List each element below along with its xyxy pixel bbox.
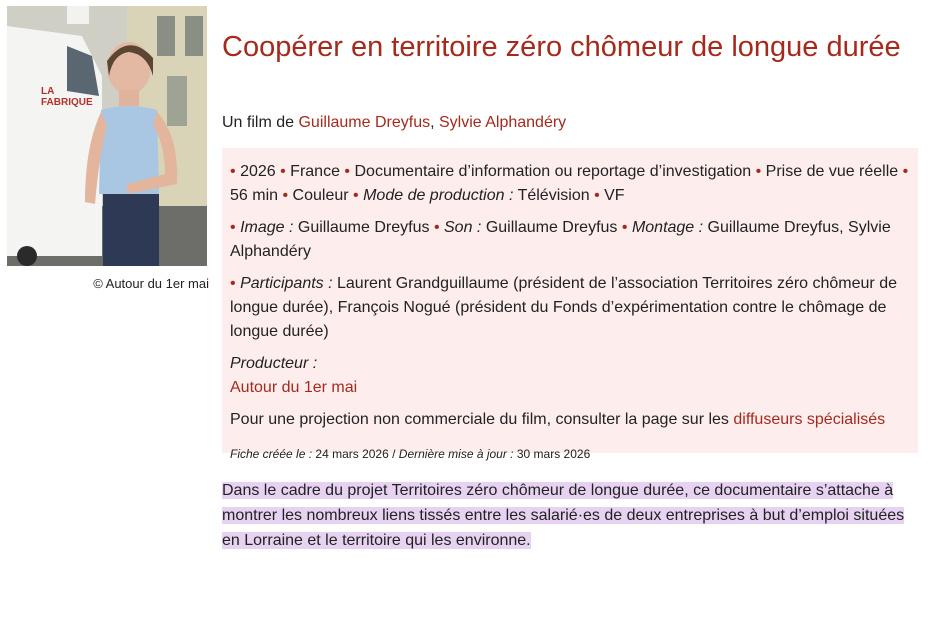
film-version: VF [604,187,625,204]
image-credit: Guillaume Dreyfus [297,219,430,236]
sound-label: Son : [444,219,482,236]
director-link-1[interactable]: Guillaume Dreyfus [298,114,431,131]
film-country: France [290,163,340,180]
film-year: 2026 [240,163,276,180]
details-participants: • Participants : Laurent Grandguillaume (président de l’association Territoires zéro chômeur de longue durée), François Nogué (président du Fonds d’expérimentation contre le chômage de longue durée) [230,275,897,340]
image-label: Image : [240,219,294,236]
byline-prefix: Un film de [222,114,295,131]
editing-label: Montage : [631,219,704,236]
production-mode: Télévision [517,187,590,204]
editing-credit: Guillaume Dreyfus, Sylvie Alphandéry [230,219,891,260]
updated-label: Dernière mise à jour : [398,447,514,461]
film-still-image [7,6,207,266]
participants-label: Participants : [240,275,333,292]
sound-credit: Guillaume Dreyfus [485,219,618,236]
created-date: 24 mars 2026 [315,447,389,461]
film-byline [222,112,918,134]
producer-link[interactable]: Autour du 1er mai [230,379,358,396]
created-label: Fiche créée le : [230,447,313,461]
film-shot-type: Prise de vue réelle [765,163,899,180]
film-color: Couleur [292,187,349,204]
director-separator: , [430,114,439,131]
updated-date: 30 mars 2026 [516,447,591,461]
page-title: Coopérer en territoire zéro chômeur de longue durée [222,31,901,63]
film-genre: Documentaire d’information ou reportage d’investigation [354,163,752,180]
photo-credit: © Autour du 1er mai [93,276,209,291]
record-dates: Fiche créée le : 24 mars 2026 / Dernière mise à jour : 30 mars 2026 [230,447,591,461]
projection-text: Pour une projection non commerciale du film, consulter la page sur les [230,411,729,428]
director-link-2[interactable]: Sylvie Alphandéry [438,114,567,131]
film-photo-column [7,6,209,291]
details-general: • 2026 • France • Documentaire d’information ou reportage d’investigation • Prise de vue réelle • 56 min • Couleur • Mode de production : Télévision • VF [230,163,909,204]
distributors-link[interactable]: diffuseurs spécialisés [733,411,886,428]
film-main [222,0,918,553]
details-crew: • Image : Guillaume Dreyfus • Son : Guillaume Dreyfus • Montage : Guillaume Dreyfus, Sylvie Alphandéry [230,219,891,260]
film-duration: 56 min [230,187,279,204]
van-logo-text: LA FABRIQUE [41,86,93,108]
production-mode-label: Mode de production : [363,187,514,204]
projection-note [230,408,910,432]
participants-list: Laurent Grandguillaume (président de l’association Territoires zéro chômeur de longue durée), François Nogué (président du Fonds d’expérimentation contre le chômage de longue durée) [230,275,897,340]
film-still-illustration [7,6,207,266]
producer-label: Producteur : [230,355,318,372]
film-synopsis [222,478,918,553]
synopsis-text: Dans le cadre du projet Territoires zéro chômeur de longue durée, ce documentaire s’attache à montrer les nombreux liens tissés entre les salarié·es de deux entreprises à but d’emploi situées en Lorraine et le territoire qui les environne. [222,482,905,549]
film-details-box [222,148,918,461]
